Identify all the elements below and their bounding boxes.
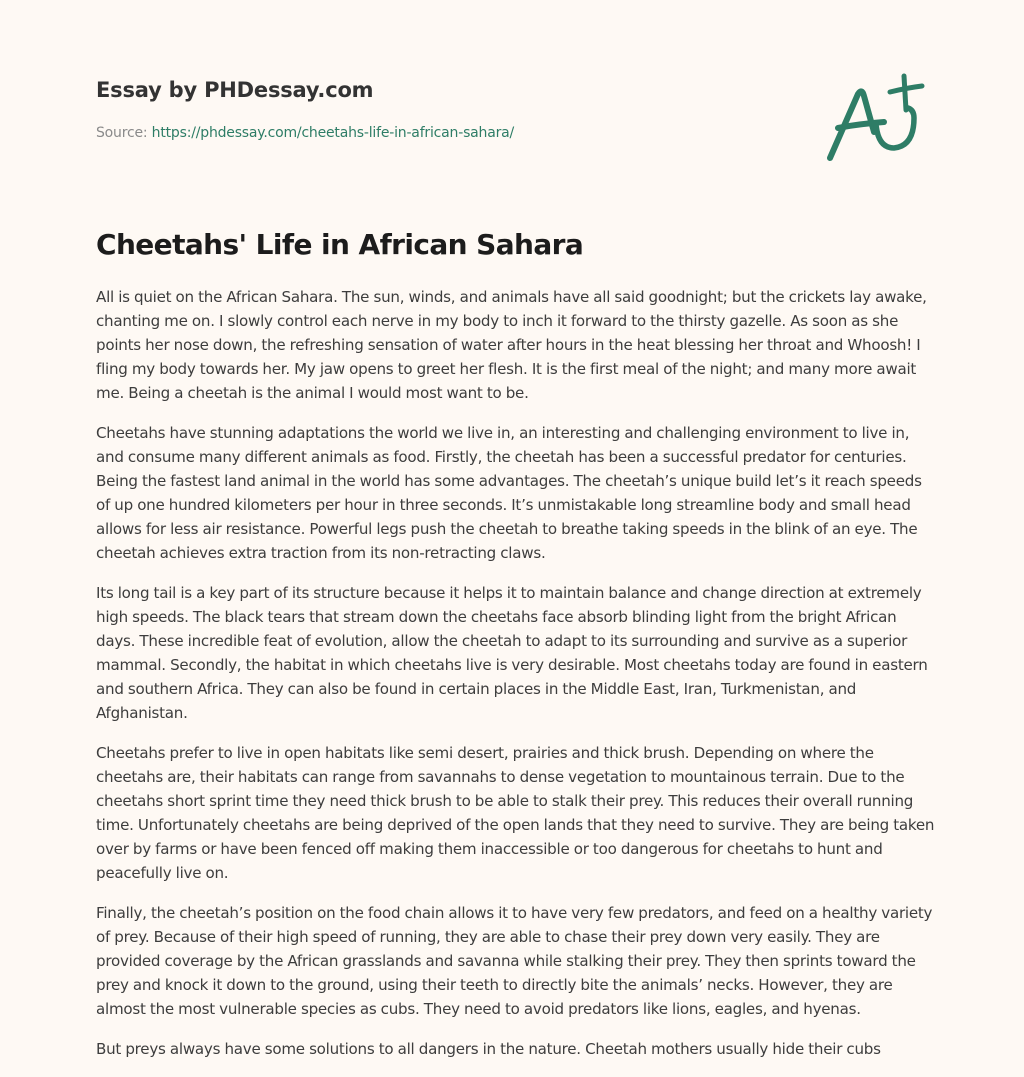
a-plus-grade-icon: [818, 64, 928, 168]
essay-paragraph: Finally, the cheetah’s position on the food chain allows it to have very few predators, and feed on a healthy variety of prey. Because of their high speed of running, they are able to chase their prey down very easily. They are provided coverage by the African grasslands and savanna while stalking their prey. They then sprints toward the prey and knock it down to the ground, using their teeth to directly bite the animals’ necks. However, they are almost the most vulnerable species as cubs. They need to avoid predators like lions, eagles, and hyenas.: [96, 904, 933, 1018]
essay-header: [96, 76, 796, 143]
source-line: [96, 123, 796, 143]
source-link[interactable]: https://phdessay.com/cheetahs-life-in-african-sahara/: [151, 125, 515, 141]
essay-paragraph: But preys always have some solutions to all dangers in the nature. Cheetah mothers usually hide their cubs: [96, 1040, 881, 1058]
brand-heading: Essay by PHDessay.com: [96, 78, 374, 102]
essay-paragraph: All is quiet on the African Sahara. The sun, winds, and animals have all said goodnight; but the crickets lay awake, chanting me on. I slowly control each nerve in my body to inch it forward to the thirsty gazelle. As soon as she points her nose down, the refreshing sensation of water after hours in the heat blessing her throat and Whoosh! I fling my body towards her. My jaw opens to greet her flesh. It is the first meal of the night; and many more await me. Being a cheetah is the animal I would most want to be.: [96, 288, 927, 402]
essay-paragraph: Its long tail is a key part of its structure because it helps it to maintain balance and change direction at extremely high speeds. The black tears that stream down the cheetahs face absorb blinding light from the bright African days. These incredible feat of evolution, allow the cheetah to adapt to its surrounding and survive as a superior mammal. Secondly, the habitat in which cheetahs live is very desirable. Most cheetahs today are found in eastern and southern Africa. They can also be found in certain places in the Middle East, Iran, Turkmenistan, and Afghanistan.: [96, 584, 928, 722]
essay-title: Cheetahs' Life in African Sahara: [96, 228, 584, 261]
essay-body: [96, 285, 936, 1077]
essay-paragraph: Cheetahs have stunning adaptations the world we live in, an interesting and challenging environment to live in, and consume many different animals as food. Firstly, the cheetah has been a successful predator for centuries. Being the fastest land animal in the world has some advantages. The cheetah’s unique build let’s it reach speeds of up one hundred kilometers per hour in three seconds. It’s unmistakable long streamline body and small head allows for less air resistance. Powerful legs push the cheetah to breathe taking speeds in the blink of an eye. The cheetah achieves extra traction from its non-retracting claws.: [96, 424, 922, 562]
source-label: Source:: [96, 125, 148, 141]
essay-paragraph: Cheetahs prefer to live in open habitats like semi desert, prairies and thick brush. Depending on where the cheetahs are, their habitats can range from savannahs to dense vegetation to mountainous terrain. Due to the cheetahs short sprint time they need thick brush to be able to stalk their prey. This reduces their overall running time. Unfortunately cheetahs are being deprived of the open lands that they need to survive. They are being taken over by farms or have been fenced off making them inaccessible or too dangerous for cheetahs to hunt and peacefully live on.: [96, 744, 935, 882]
